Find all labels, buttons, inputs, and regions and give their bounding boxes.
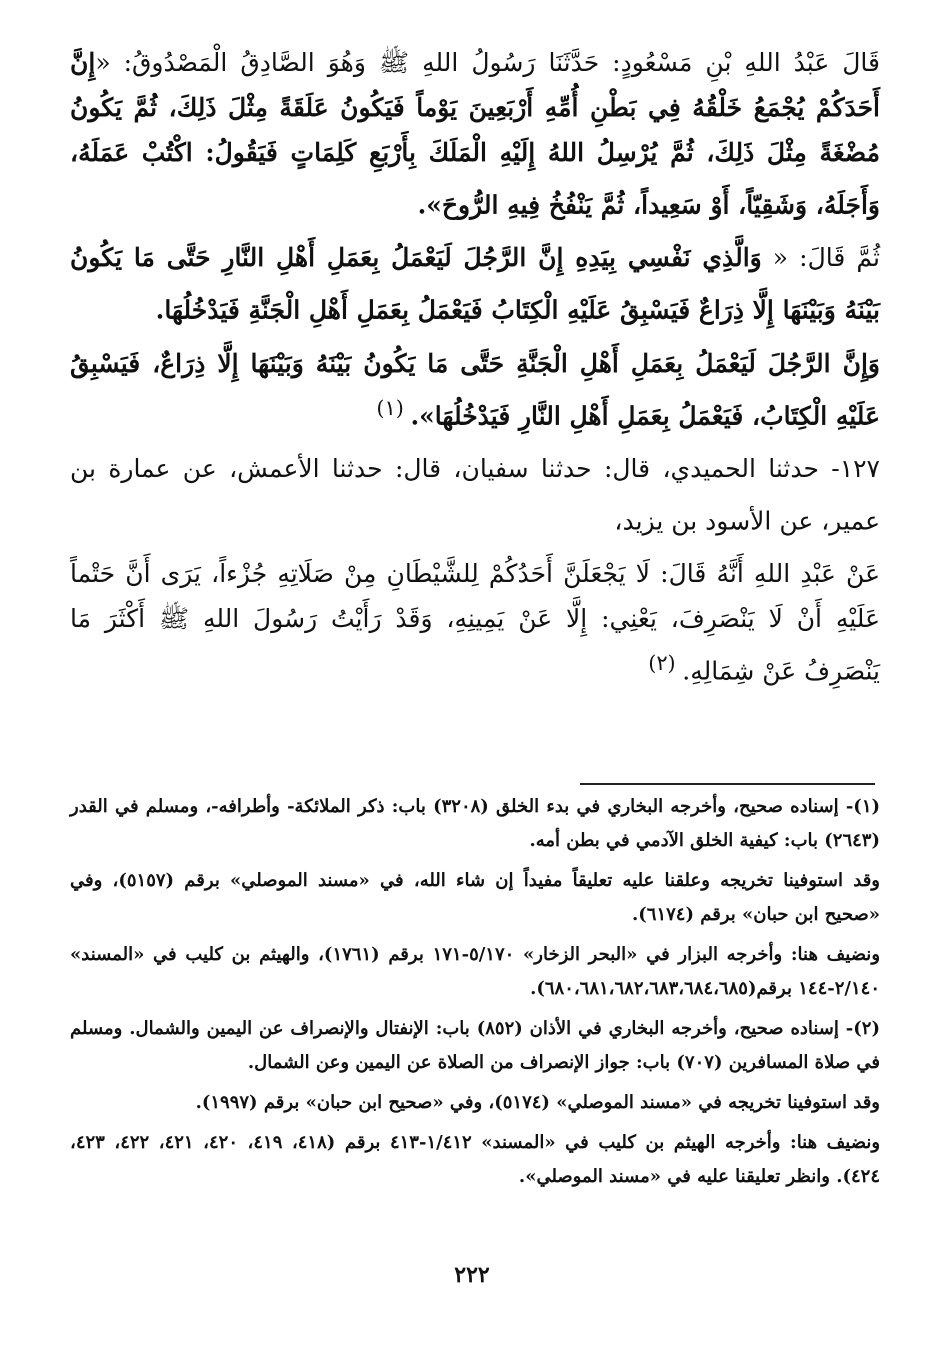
footnote-1-addition: ونضيف هنا: وأخرجه البزار في «البحر الزخار» ٥/١٧٠-١٧١ برقم (١٧٦١)، والهيثم بن كليب في «المسند» ٢/١٤٠-١٤٤ برقم(٦٨٠،٦٨١،٦٨٢،٦٨٣،٦٨٤،٦٨٥). — [70, 944, 881, 999]
hadith-text: وَإِنَّ الرَّجُلَ لَيَعْمَلُ بِعَمَلِ أَهْلِ الْجَنَّةِ حَتَّى مَا يَكُونُ بَيْنَهُ وَبَيْنَهَا إِلَّا ذِرَاعٌ، فَيَسْبِقُ عَلَيْهِ الْكِتَابُ، فَيَعْمَلُ بِعَمَلِ أَهْلِ النَّارِ فَيَدْخُلُهَا». — [70, 348, 880, 430]
hadith-text: وَالَّذِي نَفْسِي بِيَدِهِ إِنَّ الرَّجُلَ لَيَعْمَلُ بِعَمَلِ أَهْلِ النَّارِ حَتَّى مَا يَكُونُ بَيْنَهُ وَبَيْنَهَا إِلَّا ذِرَاعٌ فَيَسْبِقُ عَلَيْهِ الْكِتَابُ فَيَعْمَلُ بِعَمَلِ أَهْلِ الْجَنَّةِ فَيَدْخُلُهَا. — [70, 243, 880, 325]
footnote-1-continued: وقد استوفينا تخريجه وعلقنا عليه تعليقاً مفيداً إن شاء الله، في «مسند الموصلي» برقم (٥١٥٧)، وفي «صحيح ابن حبان» برقم (٦١٧٤). — [70, 870, 880, 925]
footnote-2: (٢)- إسناده صحيح، وأخرجه البخاري في الأذان (٨٥٢) باب: الإنفتال والإنصراف عن اليمين والشمال. ومسلم في صلاة المسافرين (٧٠٧) باب: جواز الإنصراف من الصلاة عن اليمين وعن الشمال. — [70, 1018, 880, 1073]
isnad-text: ١٢٧- حدثنا الحميدي، قال: حدثنا سفيان، قال: حدثنا الأعمش، عن عمارة بن عمير، عن الأسود بن يزيد، — [70, 453, 880, 536]
page-number: ٢٢٢ — [454, 1262, 490, 1288]
hadith-text: إِنَّ أَحَدَكُمْ يُجْمَعُ خَلْقُهُ فِي بَطْنِ أُمِّهِ أَرْبَعِينَ يَوْماً فَيَكُونُ عَلَقَةً مِثْلَ ذَلِكَ، ثُمَّ يَكُونُ مُضْغَةً مِثْلَ ذَلِكَ، ثُمَّ يُرْسِلُ اللهُ إِلَيْهِ الْمَلَكَ بِأَرْبَعِ كَلِمَاتٍ فَيَقُولُ: اكْتُبْ عَمَلَهُ، وَأَجَلَهُ، وَشَقِيّاً، أَوْ سَعِيداً، ثُمَّ يَنْفُخُ فِيهِ الرُّوحَ». — [70, 48, 880, 220]
narration-intro: ثُمَّ قَالَ: « — [761, 243, 880, 273]
athar-text: عَنْ عَبْدِ اللهِ أَنَّهُ قَالَ: لَا يَجْعَلَنَّ أَحَدُكُمْ لِلشَّيْطَانِ مِنْ صَلَاتِهِ جُزْءاً، يَرَى أَنَّ حَتْماً عَلَيْهِ أَنْ لَا يَنْصَرِفَ، يَعْنِي: إِلَّا عَنْ يَمِينِهِ، وَقَدْ رَأَيْتُ رَسُولَ اللهِ ﷺ أَكْثَرَ مَا يَنْصَرِفُ عَنْ شِمَالِهِ. — [70, 559, 880, 686]
hadith-paragraph-1 — [70, 40, 880, 227]
footnotes — [70, 790, 880, 1200]
narration-intro: قَالَ عَبْدُ اللهِ بْنِ مَسْعُودٍ: حَدَّثَنَا رَسُولُ اللهِ ﷺ وَهُوَ الصَّادِقُ الْمَصْدُوقُ: « — [95, 48, 880, 77]
footnote-2-continued: وقد استوفينا تخريجه في «مسند الموصلي» (٥١٧٤)، وفي «صحيح ابن حبان» برقم (١٩٩٧). — [195, 1092, 880, 1113]
athar-paragraph — [70, 551, 880, 693]
footnote-1: (١)- إسناده صحيح، وأخرجه البخاري في بدء الخلق (٣٢٠٨) باب: ذكر الملائكة- وأطرافه-، ومسلم في القدر (٢٦٤٣) باب: كيفية الخلق الآدمي في بطن أمه. — [70, 796, 881, 851]
footnote-2-addition: ونضيف هنا: وأخرجه الهيثم بن كليب في «المسند» ١/٤١٢-٤١٣ برقم (٤١٨، ٤١٩، ٤٢٠، ٤٢١، ٤٢٢، ٤٢٣، ٤٢٤). وانظر تعليقنا عليه في «مسند الموصلي». — [70, 1132, 881, 1187]
hadith-paragraph-3 — [70, 341, 880, 438]
isnad-paragraph — [70, 446, 880, 543]
footnote-marker: (٢) — [648, 651, 683, 676]
main-text — [70, 40, 880, 702]
hadith-paragraph-2 — [70, 235, 880, 332]
footnote-divider — [580, 783, 875, 785]
footnote-marker: (١) — [376, 395, 411, 420]
